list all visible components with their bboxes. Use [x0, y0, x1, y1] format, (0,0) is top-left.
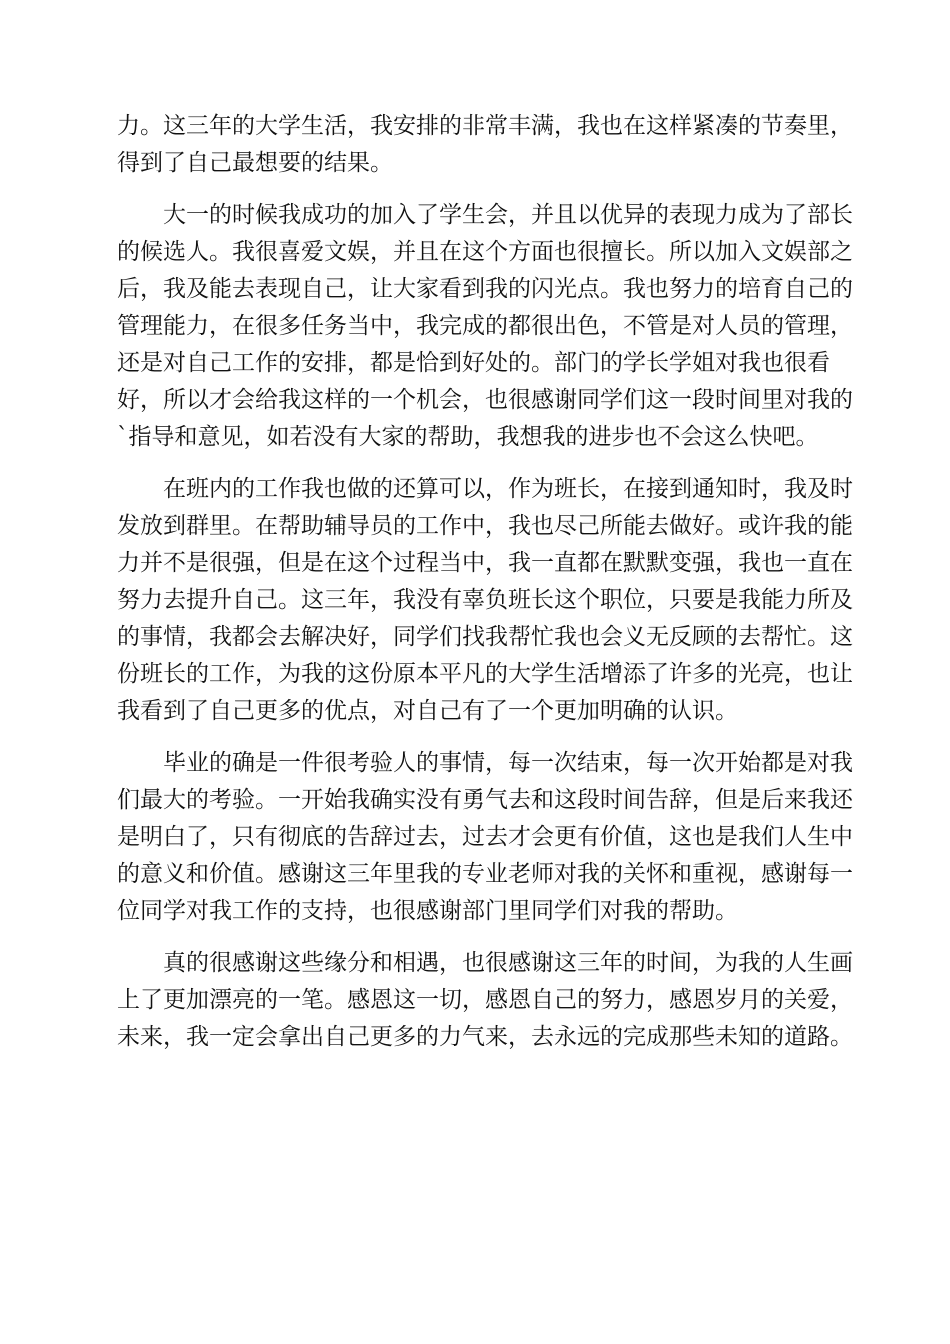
- paragraph-5: [117, 945, 853, 1056]
- paragraph-line: 毕业的确是一件很考验人的事情，每一次结束，每一次开始都是对我: [163, 750, 853, 776]
- paragraph-line: 份班长的工作，为我的这份原本平凡的大学生活增添了许多的光亮，也让: [117, 661, 853, 687]
- paragraph-line: 大一的时候我成功的加入了学生会，并且以优异的表现力成为了部长: [163, 202, 853, 228]
- paragraph-line: 还是对自己工作的安排，都是恰到好处的。部门的学长学姐对我也很看: [117, 350, 830, 376]
- paragraph-line: 的意义和价值。感谢这三年里我的专业老师对我的关怀和重视，感谢每一: [117, 861, 853, 887]
- paragraph-line: 力。这三年的大学生活，我安排的非常丰满，我也在这样紧凑的节奏里，: [117, 113, 853, 139]
- paragraph-line: 的候选人。我很喜爱文娱，并且在这个方面也很擅长。所以加入文娱部之: [117, 239, 853, 265]
- paragraph-3: [117, 471, 853, 730]
- paragraph-line: 发放到群里。在帮助辅导员的工作中，我也尽己所能去做好。或许我的能: [117, 513, 853, 539]
- paragraph-line: 后，我及能去表现自己，让大家看到我的闪光点。我也努力的培育自己的: [117, 276, 853, 302]
- paragraph-2: [117, 197, 853, 456]
- paragraph-4: [117, 745, 853, 930]
- paragraph-line: 真的很感谢这些缘分和相遇，也很感谢这三年的时间，为我的人生画: [163, 950, 853, 976]
- paragraph-line: 得到了自己最想要的结果。: [117, 150, 393, 176]
- paragraph-line: 未来，我一定会拿出自己更多的力气来，去永远的完成那些未知的道路。: [117, 1024, 853, 1050]
- paragraph-line: 力并不是很强，但是在这个过程当中，我一直都在默默变强，我也一直在: [117, 550, 853, 576]
- paragraph-line: 的事情，我都会去解决好，同学们找我帮忙我也会义无反顾的去帮忙。这: [117, 624, 853, 650]
- paragraph-line: 努力去提升自己。这三年，我没有辜负班长这个职位，只要是我能力所及: [117, 587, 853, 613]
- paragraph-line: 们最大的考验。一开始我确实没有勇气去和这段时间告辞，但是后来我还: [117, 787, 853, 813]
- paragraph-line: 好，所以才会给我这样的一个机会，也很感谢同学们这一段时间里对我的: [117, 387, 853, 413]
- paragraph-line: 我看到了自己更多的优点，对自己有了一个更加明确的认识。: [117, 698, 738, 724]
- paragraph-line: 在班内的工作我也做的还算可以，作为班长，在接到通知时，我及时: [163, 476, 853, 502]
- paragraph-line: 上了更加漂亮的一笔。感恩这一切，感恩自己的努力，感恩岁月的关爱，: [117, 987, 853, 1013]
- paragraph-line: 位同学对我工作的支持，也很感谢部门里同学们对我的帮助。: [117, 898, 738, 924]
- paragraph-1: [117, 108, 853, 182]
- document-body: [117, 108, 853, 1071]
- paragraph-line: `指导和意见，如若没有大家的帮助，我想我的进步也不会这么快吧。: [117, 424, 819, 450]
- paragraph-line: 是明白了，只有彻底的告辞过去，过去才会更有价值，这也是我们人生中: [117, 824, 853, 850]
- paragraph-line: 管理能力，在很多任务当中，我完成的都很出色，不管是对人员的管理，: [117, 313, 853, 339]
